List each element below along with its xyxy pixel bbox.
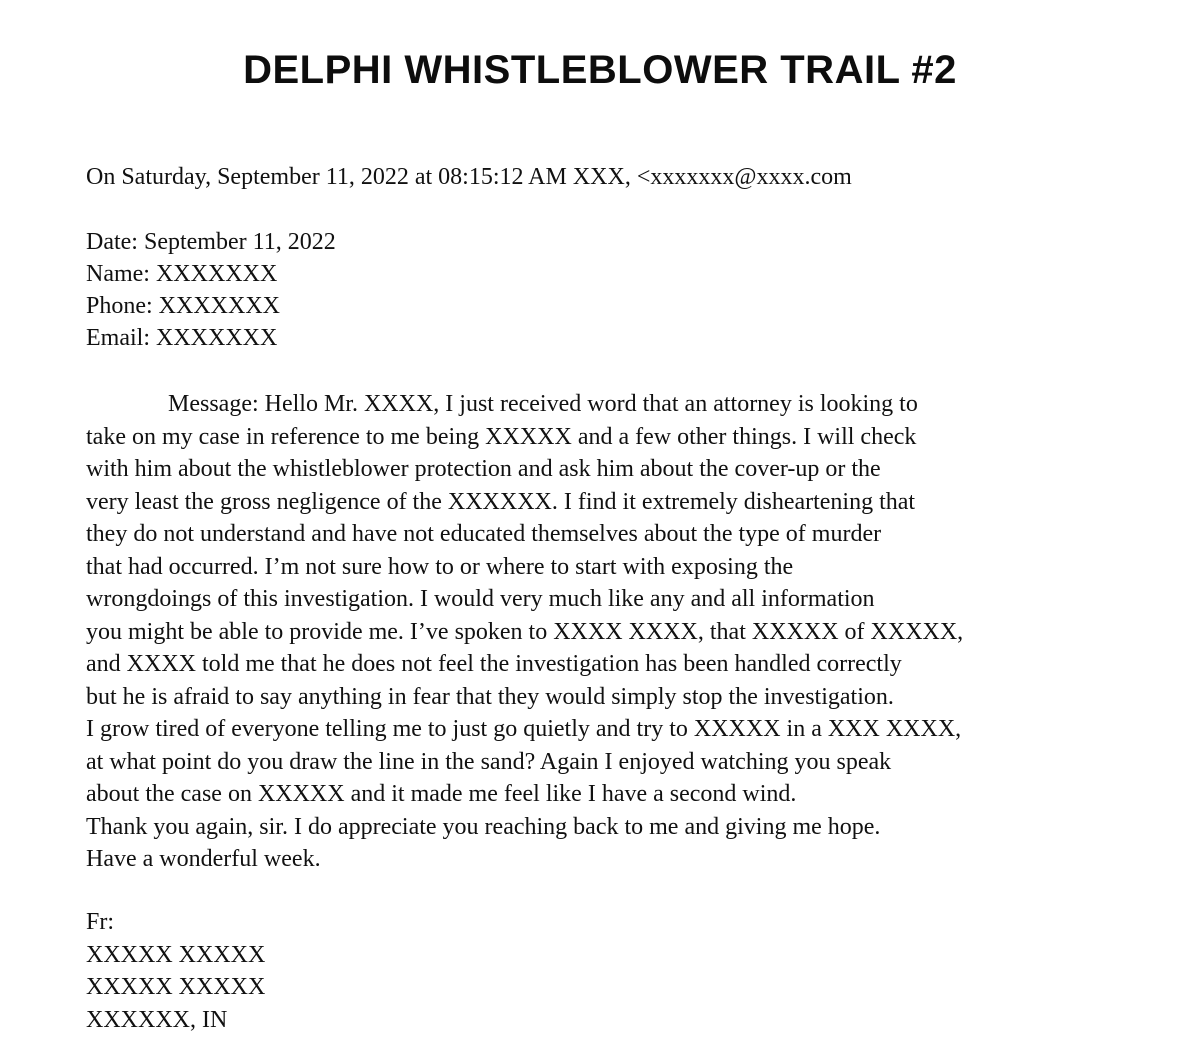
phone-line: Phone: XXXXXXX bbox=[86, 293, 280, 319]
contact-details bbox=[86, 226, 336, 354]
message-line: but he is afraid to say anything in fear that they would simply stop the investigation. bbox=[86, 683, 894, 710]
message-line: Message: Hello Mr. XXXX, I just received word that an attorney is looking to bbox=[168, 391, 918, 417]
message-line: Thank you again, sir. I do appreciate you reaching back to me and giving me hope. bbox=[86, 813, 881, 840]
message-line: at what point do you draw the line in the sand? Again I enjoyed watching you speak bbox=[86, 748, 892, 775]
message-body bbox=[86, 388, 1096, 876]
name-line: Name: XXXXXXX bbox=[86, 261, 278, 287]
signoff-label: Fr: bbox=[86, 909, 115, 935]
date-line: Date: September 11, 2022 bbox=[86, 229, 336, 255]
message-line: with him about the whistleblower protection and ask him about the cover-up or the bbox=[86, 456, 881, 482]
signoff-location: XXXXXX, IN bbox=[86, 1006, 228, 1033]
document-title: DELPHI WHISTLEBLOWER TRAIL #2 bbox=[243, 48, 957, 92]
signoff-block bbox=[86, 906, 265, 1036]
message-line: Have a wonderful week. bbox=[86, 846, 321, 872]
message-line: I grow tired of everyone telling me to just go quietly and try to XXXXX in a XXX XXXX, bbox=[86, 716, 962, 742]
message-line: they do not understand and have not educated themselves about the type of murder bbox=[86, 521, 882, 547]
message-line: that had occurred. I’m not sure how to or where to start with exposing the bbox=[86, 553, 794, 580]
message-line: wrongdoings of this investigation. I would very much like any and all information bbox=[86, 586, 875, 612]
message-line: you might be able to provide me. I’ve spoken to XXXX XXXX, that XXXXX of XXXXX, bbox=[86, 618, 964, 645]
signoff-name-line: XXXXX XXXXX bbox=[86, 974, 266, 1000]
message-line: take on my case in reference to me being XXXXX and a few other things. I will check bbox=[86, 423, 917, 450]
signoff-name-line: XXXXX XXXXX bbox=[86, 941, 266, 968]
message-line: and XXXX told me that he does not feel the investigation has been handled correctly bbox=[86, 651, 902, 677]
email-header-line: On Saturday, September 11, 2022 at 08:15:12 AM XXX, <xxxxxxx@xxxx.com bbox=[86, 164, 852, 190]
message-line: very least the gross negligence of the XXXXXX. I find it extremely disheartening that bbox=[86, 488, 916, 515]
message-line: about the case on XXXXX and it made me feel like I have a second wind. bbox=[86, 781, 797, 807]
email-line: Email: XXXXXXX bbox=[86, 325, 278, 351]
